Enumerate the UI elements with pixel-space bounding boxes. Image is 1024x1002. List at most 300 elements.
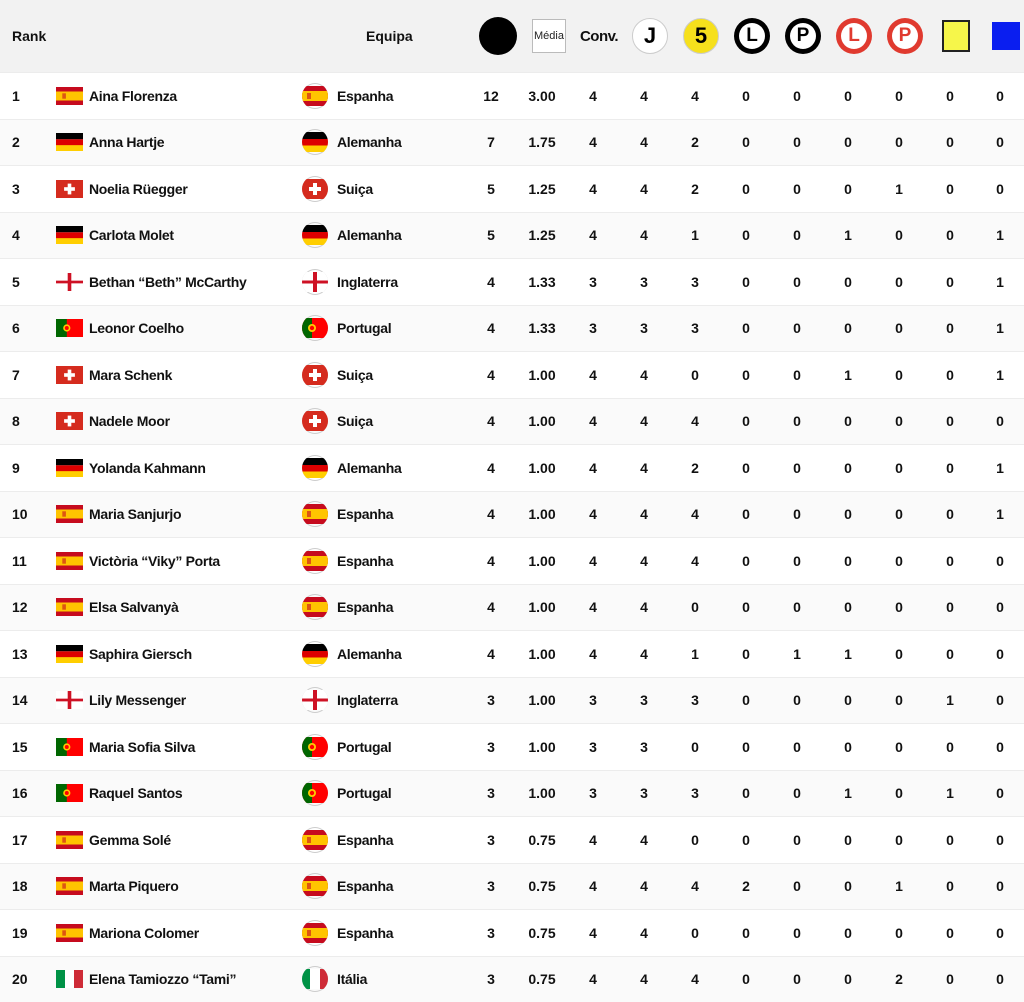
team-name[interactable]: Espanha — [337, 599, 393, 615]
table-row[interactable] — [0, 72, 1024, 119]
team-switzerland-flag-icon — [302, 362, 328, 388]
team-spain-flag-icon — [302, 827, 328, 853]
yellow-card-value: 0 — [930, 506, 970, 522]
p-red-value: 0 — [879, 413, 919, 429]
conv-value: 4 — [573, 367, 613, 383]
p-black-value: 0 — [777, 785, 817, 801]
points-value: 3 — [471, 925, 511, 941]
team-spain-flag-icon — [302, 873, 328, 899]
p-red-value: 0 — [879, 739, 919, 755]
conv-value: 4 — [573, 832, 613, 848]
team-germany-flag-icon — [302, 455, 328, 481]
l-black-value: 2 — [726, 878, 766, 894]
player-name[interactable]: Gemma Solé — [89, 832, 171, 848]
l-red-value: 0 — [828, 553, 868, 569]
p-red-value: 0 — [879, 506, 919, 522]
j-value: 3 — [624, 739, 664, 755]
player-name[interactable]: Carlota Molet — [89, 227, 174, 243]
p-black-value: 0 — [777, 553, 817, 569]
points-value: 3 — [471, 832, 511, 848]
team-germany-flag-icon — [302, 129, 328, 155]
portugal-flag-icon — [56, 784, 83, 802]
p-black-value: 0 — [777, 739, 817, 755]
table-row[interactable] — [0, 677, 1024, 724]
l-red-value: 0 — [828, 971, 868, 987]
yellow-card-value: 0 — [930, 599, 970, 615]
conv-value: 4 — [573, 878, 613, 894]
media-value: 1.00 — [522, 367, 562, 383]
l-red-value: 0 — [828, 506, 868, 522]
player-name[interactable]: Noelia Rüegger — [89, 181, 188, 197]
table-row[interactable] — [0, 584, 1024, 631]
spain-flag-icon — [56, 877, 83, 895]
p-red-value: 0 — [879, 785, 919, 801]
p-black-value: 0 — [777, 88, 817, 104]
p-red-value: 0 — [879, 367, 919, 383]
five-value: 2 — [675, 134, 715, 150]
five-value: 4 — [675, 88, 715, 104]
media-value: 1.33 — [522, 320, 562, 336]
team-germany-flag-icon — [302, 222, 328, 248]
p-black-value: 0 — [777, 227, 817, 243]
j-value: 3 — [624, 320, 664, 336]
l-black-value: 0 — [726, 134, 766, 150]
team-spain-flag-icon — [302, 548, 328, 574]
l-black-value: 0 — [726, 181, 766, 197]
p-black-value: 0 — [777, 320, 817, 336]
points-value: 12 — [471, 88, 511, 104]
five-value: 2 — [675, 181, 715, 197]
spain-flag-icon — [56, 831, 83, 849]
blue-card-value: 0 — [980, 413, 1020, 429]
rank-header[interactable]: Rank — [12, 28, 46, 44]
table-row[interactable] — [0, 816, 1024, 863]
five-value: 3 — [675, 692, 715, 708]
five-value: 3 — [675, 785, 715, 801]
spain-flag-icon — [56, 552, 83, 570]
team-name[interactable]: Suiça — [337, 181, 373, 197]
table-body — [0, 72, 1024, 1002]
blue-card-value: 0 — [980, 739, 1020, 755]
media-value: 0.75 — [522, 878, 562, 894]
p-red-value: 0 — [879, 88, 919, 104]
yellow-card-value: 0 — [930, 832, 970, 848]
l-black-value: 0 — [726, 88, 766, 104]
conv-value: 3 — [573, 785, 613, 801]
p-red-value: 0 — [879, 320, 919, 336]
media-header[interactable]: Média — [530, 17, 568, 55]
switzerland-flag-icon — [56, 412, 83, 430]
team-spain-flag-icon — [302, 501, 328, 527]
conv-header[interactable]: Conv. — [580, 17, 618, 55]
yellow-card-value: 0 — [930, 88, 970, 104]
player-name[interactable]: Raquel Santos — [89, 785, 182, 801]
points-value: 3 — [471, 692, 511, 708]
italy-flag-icon — [56, 970, 83, 988]
l-red-value: 1 — [828, 646, 868, 662]
p-red-value: 0 — [879, 274, 919, 290]
yellow-card-value: 0 — [930, 878, 970, 894]
five-value: 4 — [675, 878, 715, 894]
p-black-value: 0 — [777, 181, 817, 197]
p-black-value: 0 — [777, 878, 817, 894]
five-value: 1 — [675, 227, 715, 243]
blue-card-value: 0 — [980, 832, 1020, 848]
player-name[interactable]: Victòria “Viky” Porta — [89, 553, 220, 569]
team-name[interactable]: Portugal — [337, 320, 391, 336]
points-value: 3 — [471, 785, 511, 801]
player-name[interactable]: Nadele Moor — [89, 413, 170, 429]
points-value: 4 — [471, 320, 511, 336]
j-value: 4 — [624, 88, 664, 104]
team-spain-flag-icon — [302, 594, 328, 620]
p-red-value: 0 — [879, 692, 919, 708]
j-value: 4 — [624, 832, 664, 848]
blue-card-value: 0 — [980, 599, 1020, 615]
p-black-value: 0 — [777, 506, 817, 522]
portugal-flag-icon — [56, 319, 83, 337]
player-name[interactable]: Elsa Salvanyà — [89, 599, 179, 615]
l-black-value: 0 — [726, 785, 766, 801]
rank-value: 19 — [12, 925, 28, 941]
rank-value: 9 — [12, 460, 20, 476]
p-black-value: 0 — [777, 367, 817, 383]
blue-card-value: 1 — [980, 367, 1020, 383]
team-england-flag-icon — [302, 687, 328, 713]
p-black-value: 1 — [777, 646, 817, 662]
l-black-value: 0 — [726, 274, 766, 290]
blue-card-value: 1 — [980, 274, 1020, 290]
l-red-value: 1 — [828, 367, 868, 383]
table-row[interactable] — [0, 444, 1024, 491]
table-row[interactable] — [0, 212, 1024, 259]
j-value: 4 — [624, 181, 664, 197]
conv-value: 3 — [573, 274, 613, 290]
england-flag-icon — [56, 273, 83, 291]
switzerland-flag-icon — [56, 180, 83, 198]
player-name[interactable]: Maria Sofia Silva — [89, 739, 195, 755]
team-name[interactable]: Alemanha — [337, 646, 402, 662]
yellow-card-value: 0 — [930, 646, 970, 662]
l-black-value: 0 — [726, 692, 766, 708]
p-red-value: 0 — [879, 925, 919, 941]
team-name[interactable]: Espanha — [337, 88, 393, 104]
points-icon[interactable] — [479, 17, 517, 55]
j-value: 4 — [624, 367, 664, 383]
switzerland-flag-icon — [56, 366, 83, 384]
blue-card-value: 0 — [980, 181, 1020, 197]
blue-card-value: 0 — [980, 692, 1020, 708]
points-value: 5 — [471, 227, 511, 243]
l-red-value: 0 — [828, 599, 868, 615]
l-black-value: 0 — [726, 739, 766, 755]
l-black-value: 0 — [726, 227, 766, 243]
points-value: 4 — [471, 599, 511, 615]
player-name[interactable]: Anna Hartje — [89, 134, 164, 150]
team-name[interactable]: Espanha — [337, 832, 393, 848]
spain-flag-icon — [56, 87, 83, 105]
l-red-value: 0 — [828, 181, 868, 197]
team-name[interactable]: Suiça — [337, 413, 373, 429]
player-name[interactable]: Bethan “Beth” McCarthy — [89, 274, 247, 290]
conv-value: 4 — [573, 227, 613, 243]
team-name[interactable]: Espanha — [337, 925, 393, 941]
conv-value: 4 — [573, 971, 613, 987]
table-row[interactable] — [0, 398, 1024, 445]
spain-flag-icon — [56, 598, 83, 616]
conv-value: 4 — [573, 925, 613, 941]
yellow-card-value: 1 — [930, 785, 970, 801]
blue-card-value: 0 — [980, 88, 1020, 104]
team-name[interactable]: Portugal — [337, 739, 391, 755]
germany-flag-icon — [56, 133, 83, 151]
media-value: 3.00 — [522, 88, 562, 104]
points-value: 7 — [471, 134, 511, 150]
points-value: 3 — [471, 878, 511, 894]
yellow-card-value: 0 — [930, 181, 970, 197]
player-name[interactable]: Maria Sanjurjo — [89, 506, 181, 522]
rank-value: 12 — [12, 599, 28, 615]
five-value: 1 — [675, 646, 715, 662]
l-black-value: 0 — [726, 320, 766, 336]
table-row[interactable] — [0, 863, 1024, 910]
team-portugal-flag-icon — [302, 780, 328, 806]
l-red-value: 1 — [828, 227, 868, 243]
player-name[interactable]: Lily Messenger — [89, 692, 186, 708]
team-name[interactable]: Espanha — [337, 506, 393, 522]
p-black-value: 0 — [777, 599, 817, 615]
five-value: 4 — [675, 553, 715, 569]
team-name[interactable]: Alemanha — [337, 227, 402, 243]
l-black-value: 0 — [726, 506, 766, 522]
l-black-value: 0 — [726, 460, 766, 476]
l-black-value: 0 — [726, 832, 766, 848]
player-name[interactable]: Mara Schenk — [89, 367, 172, 383]
blue-card-value: 0 — [980, 553, 1020, 569]
five-value: 0 — [675, 925, 715, 941]
p-black-value: 0 — [777, 413, 817, 429]
p-black-value: 0 — [777, 460, 817, 476]
blue-card-value: 0 — [980, 878, 1020, 894]
blue-card-value: 1 — [980, 320, 1020, 336]
l-red-value: 0 — [828, 832, 868, 848]
media-value: 1.00 — [522, 460, 562, 476]
media-value: 1.75 — [522, 134, 562, 150]
rank-value: 7 — [12, 367, 20, 383]
media-value: 0.75 — [522, 832, 562, 848]
team-spain-flag-icon — [302, 920, 328, 946]
j-value: 4 — [624, 925, 664, 941]
p-black-value: 0 — [777, 692, 817, 708]
rank-value: 11 — [12, 553, 27, 569]
team-name[interactable]: Portugal — [337, 785, 391, 801]
points-value: 5 — [471, 181, 511, 197]
l-red-value: 0 — [828, 878, 868, 894]
p-black-icon[interactable]: P — [784, 17, 822, 55]
blue-card-value: 1 — [980, 460, 1020, 476]
j-value: 4 — [624, 506, 664, 522]
l-black-value: 0 — [726, 925, 766, 941]
j-value: 4 — [624, 599, 664, 615]
points-value: 4 — [471, 460, 511, 476]
blue-card-value: 0 — [980, 925, 1020, 941]
j-value: 3 — [624, 692, 664, 708]
team-name[interactable]: Espanha — [337, 878, 393, 894]
conv-value: 4 — [573, 88, 613, 104]
germany-flag-icon — [56, 645, 83, 663]
table-row[interactable] — [0, 537, 1024, 584]
media-value: 1.00 — [522, 599, 562, 615]
l-black-value: 0 — [726, 646, 766, 662]
table-row[interactable] — [0, 723, 1024, 770]
yellow-card-value: 0 — [930, 367, 970, 383]
five-icon[interactable]: 5 — [682, 17, 720, 55]
yellow-card-value: 0 — [930, 739, 970, 755]
j-value: 4 — [624, 460, 664, 476]
five-value: 3 — [675, 320, 715, 336]
p-red-value: 1 — [879, 878, 919, 894]
table-row[interactable] — [0, 258, 1024, 305]
team-name[interactable]: Itália — [337, 971, 367, 987]
media-value: 1.00 — [522, 506, 562, 522]
conv-value: 4 — [573, 134, 613, 150]
yellow-card-value: 0 — [930, 274, 970, 290]
table-row[interactable] — [0, 165, 1024, 212]
l-red-value: 0 — [828, 88, 868, 104]
spain-flag-icon — [56, 505, 83, 523]
equipa-header[interactable]: Equipa — [366, 28, 413, 44]
table-row[interactable] — [0, 351, 1024, 398]
blue-card-value: 1 — [980, 227, 1020, 243]
media-value: 1.00 — [522, 553, 562, 569]
blue-card-value: 1 — [980, 506, 1020, 522]
player-name[interactable]: Yolanda Kahmann — [89, 460, 206, 476]
rank-value: 8 — [12, 413, 20, 429]
yellow-card-value: 0 — [930, 460, 970, 476]
j-value: 4 — [624, 646, 664, 662]
table-row[interactable] — [0, 305, 1024, 352]
points-value: 4 — [471, 367, 511, 383]
media-value: 0.75 — [522, 925, 562, 941]
rank-value: 10 — [12, 506, 28, 522]
player-name[interactable]: Saphira Giersch — [89, 646, 192, 662]
table-row[interactable] — [0, 956, 1024, 1002]
j-value: 3 — [624, 785, 664, 801]
team-name[interactable]: Suiça — [337, 367, 373, 383]
team-switzerland-flag-icon — [302, 408, 328, 434]
l-red-value: 0 — [828, 460, 868, 476]
media-value: 1.00 — [522, 692, 562, 708]
yellow-card-value: 0 — [930, 925, 970, 941]
conv-value: 3 — [573, 739, 613, 755]
table-row[interactable] — [0, 119, 1024, 166]
points-value: 4 — [471, 553, 511, 569]
table-row[interactable] — [0, 909, 1024, 956]
team-switzerland-flag-icon — [302, 176, 328, 202]
five-value: 0 — [675, 739, 715, 755]
yellow-card-icon[interactable] — [937, 17, 975, 55]
yellow-card-value: 0 — [930, 227, 970, 243]
conv-value: 4 — [573, 413, 613, 429]
portugal-flag-icon — [56, 738, 83, 756]
five-value: 2 — [675, 460, 715, 476]
p-red-value: 0 — [879, 460, 919, 476]
j-icon[interactable]: J — [631, 17, 669, 55]
l-black-value: 0 — [726, 599, 766, 615]
blue-card-value: 0 — [980, 971, 1020, 987]
p-black-value: 0 — [777, 832, 817, 848]
five-value: 3 — [675, 274, 715, 290]
p-red-value: 0 — [879, 134, 919, 150]
player-name[interactable]: Leonor Coelho — [89, 320, 184, 336]
team-name[interactable]: Inglaterra — [337, 692, 398, 708]
p-red-value: 0 — [879, 553, 919, 569]
germany-flag-icon — [56, 459, 83, 477]
j-value: 4 — [624, 553, 664, 569]
five-value: 0 — [675, 599, 715, 615]
j-value: 4 — [624, 971, 664, 987]
team-germany-flag-icon — [302, 641, 328, 667]
p-red-value: 0 — [879, 646, 919, 662]
player-name[interactable]: Mariona Colomer — [89, 925, 199, 941]
player-name[interactable]: Elena Tamiozzo “Tami” — [89, 971, 236, 987]
five-value: 0 — [675, 832, 715, 848]
p-black-value: 0 — [777, 925, 817, 941]
five-value: 4 — [675, 506, 715, 522]
p-red-icon[interactable]: P — [886, 17, 924, 55]
l-red-icon[interactable]: L — [835, 17, 873, 55]
team-name[interactable]: Alemanha — [337, 460, 402, 476]
p-red-value: 2 — [879, 971, 919, 987]
l-black-value: 0 — [726, 971, 766, 987]
media-value: 1.00 — [522, 646, 562, 662]
conv-value: 4 — [573, 181, 613, 197]
blue-card-icon[interactable] — [987, 17, 1024, 55]
p-black-value: 0 — [777, 134, 817, 150]
rank-value: 20 — [12, 971, 28, 987]
blue-card-value: 0 — [980, 134, 1020, 150]
team-name[interactable]: Alemanha — [337, 134, 402, 150]
media-value: 1.00 — [522, 785, 562, 801]
conv-value: 4 — [573, 460, 613, 476]
team-england-flag-icon — [302, 269, 328, 295]
team-name[interactable]: Inglaterra — [337, 274, 398, 290]
conv-value: 3 — [573, 320, 613, 336]
five-value: 4 — [675, 413, 715, 429]
rank-value: 16 — [12, 785, 28, 801]
rank-value: 18 — [12, 878, 28, 894]
player-name[interactable]: Marta Piquero — [89, 878, 178, 894]
table-row[interactable] — [0, 770, 1024, 817]
table-row[interactable] — [0, 491, 1024, 538]
l-black-icon[interactable]: L — [733, 17, 771, 55]
points-value: 3 — [471, 971, 511, 987]
team-portugal-flag-icon — [302, 315, 328, 341]
table-row[interactable] — [0, 630, 1024, 677]
l-red-value: 0 — [828, 413, 868, 429]
player-name[interactable]: Aina Florenza — [89, 88, 177, 104]
rank-value: 1 — [12, 88, 20, 104]
p-red-value: 0 — [879, 599, 919, 615]
media-value: 1.33 — [522, 274, 562, 290]
p-black-value: 0 — [777, 274, 817, 290]
team-name[interactable]: Espanha — [337, 553, 393, 569]
points-value: 4 — [471, 506, 511, 522]
conv-value: 4 — [573, 553, 613, 569]
p-red-value: 1 — [879, 181, 919, 197]
rank-value: 5 — [12, 274, 20, 290]
media-value: 0.75 — [522, 971, 562, 987]
